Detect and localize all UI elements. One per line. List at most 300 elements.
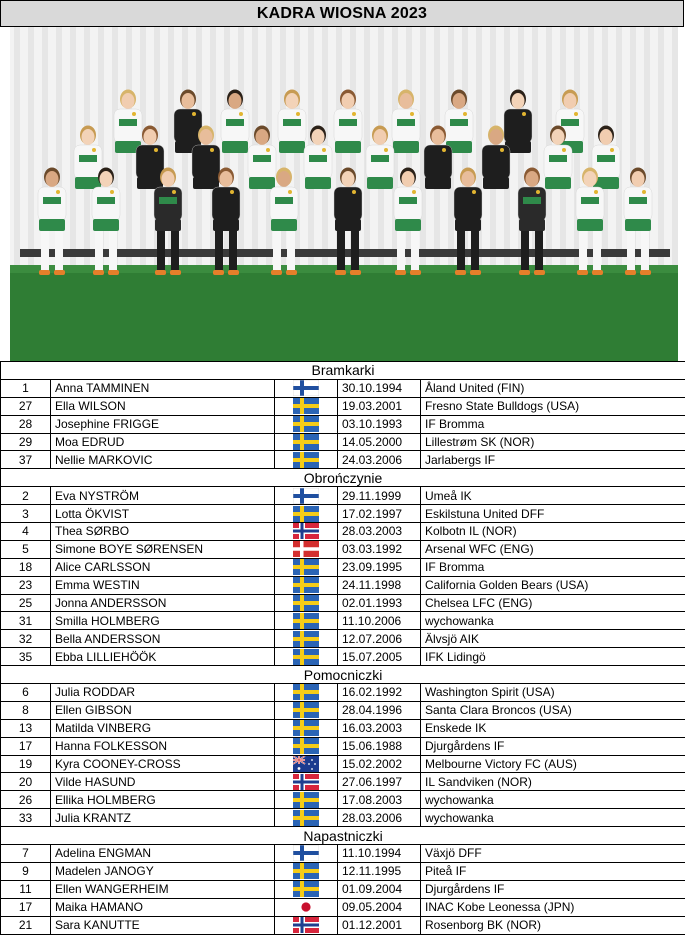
player-nationality xyxy=(275,540,338,558)
player-shorts xyxy=(625,219,651,231)
player-previous-club: Chelsea LFC (ENG) xyxy=(421,594,685,612)
player-number: 35 xyxy=(1,648,51,666)
player-nationality xyxy=(275,791,338,809)
player-row xyxy=(1,594,685,612)
turf-floor xyxy=(10,265,678,361)
crest xyxy=(562,148,566,152)
flag-sweden-icon xyxy=(293,398,319,414)
player-name: Ellen GIBSON xyxy=(51,701,275,719)
crest xyxy=(442,148,446,152)
player-name: Vilde HASUND xyxy=(51,773,275,791)
player-shorts xyxy=(395,219,421,231)
player-row xyxy=(1,523,685,541)
player-birth-date: 15.06.1988 xyxy=(338,737,421,755)
section-title: Napastniczki xyxy=(1,827,685,845)
player-name: Ella WILSON xyxy=(51,397,275,415)
shirt-sponsor-patch xyxy=(523,197,541,204)
player-row xyxy=(1,862,685,880)
player-leg xyxy=(273,231,281,271)
player-face xyxy=(82,129,95,145)
player-face xyxy=(278,171,291,187)
player-shorts xyxy=(249,177,275,189)
player-previous-club: INAC Kobe Leonessa (JPN) xyxy=(421,898,685,916)
player-row xyxy=(1,415,685,433)
player-leg xyxy=(215,231,223,271)
player-shorts xyxy=(271,219,297,231)
flag-sweden-icon xyxy=(293,559,319,575)
player-name: Ellika HOLMBERG xyxy=(51,791,275,809)
player-previous-club: Eskilstuna United DFF xyxy=(421,505,685,523)
flag-australia-icon xyxy=(293,756,319,772)
player-boot xyxy=(39,270,50,275)
flag-finland-icon xyxy=(293,488,319,504)
player-face xyxy=(584,171,597,187)
player-face xyxy=(182,93,195,109)
player-leg xyxy=(229,231,237,271)
player-shirt xyxy=(192,145,220,179)
player-birth-date: 14.05.2000 xyxy=(338,433,421,451)
flag-sweden-icon xyxy=(293,631,319,647)
player-leg xyxy=(55,231,63,271)
crest xyxy=(322,148,326,152)
player-number: 28 xyxy=(1,415,51,433)
player-birth-date: 30.10.1994 xyxy=(338,379,421,397)
crest xyxy=(210,148,214,152)
player-leg xyxy=(411,231,419,271)
player-face xyxy=(400,93,413,109)
crest xyxy=(172,190,176,194)
player-face xyxy=(200,129,213,145)
player-previous-club: IFK Lidingö xyxy=(421,648,685,666)
player-nationality xyxy=(275,737,338,755)
player-boot xyxy=(640,270,651,275)
player-name: Madelen JANOGY xyxy=(51,862,275,880)
player-boot xyxy=(170,270,181,275)
player-number: 21 xyxy=(1,916,51,934)
page-title: KADRA WIOSNA 2023 xyxy=(0,0,684,27)
section-header xyxy=(1,666,685,684)
player-face xyxy=(402,171,415,187)
crest xyxy=(522,112,526,116)
player-number: 17 xyxy=(1,898,51,916)
player-nationality xyxy=(275,397,338,415)
player-row xyxy=(1,576,685,594)
shirt-sponsor-patch xyxy=(549,155,567,162)
player-boot xyxy=(271,270,282,275)
player-previous-club: Rosenborg BK (NOR) xyxy=(421,916,685,934)
player-face xyxy=(162,171,175,187)
team-photo-image xyxy=(10,27,678,361)
player-birth-date: 19.03.2001 xyxy=(338,397,421,415)
flag-finland-icon xyxy=(293,380,319,396)
shirt-sponsor-patch xyxy=(43,197,61,204)
player-shorts xyxy=(393,141,419,153)
player-boot xyxy=(470,270,481,275)
player-nationality xyxy=(275,719,338,737)
player-shorts xyxy=(222,141,248,153)
player-leg xyxy=(471,231,479,271)
player-nationality xyxy=(275,594,338,612)
player-name: Sara KANUTTE xyxy=(51,916,275,934)
curtain-fold xyxy=(28,27,34,277)
player-shorts xyxy=(425,177,451,189)
player-row xyxy=(1,809,685,827)
player-nationality xyxy=(275,701,338,719)
shirt-sponsor-patch xyxy=(399,197,417,204)
player-name: Anna TAMMINEN xyxy=(51,379,275,397)
player-name: Simone BOYE SØRENSEN xyxy=(51,540,275,558)
crest xyxy=(574,112,578,116)
player-name: Maika HAMANO xyxy=(51,898,275,916)
flag-norway-icon xyxy=(293,917,319,933)
player-face xyxy=(432,129,445,145)
player-row xyxy=(1,701,685,719)
player-leg xyxy=(521,231,529,271)
player-previous-club: Växjö DFF xyxy=(421,845,685,863)
player-nationality xyxy=(275,773,338,791)
player-name: Kyra COONEY-CROSS xyxy=(51,755,275,773)
player-shirt xyxy=(454,187,482,221)
player-face xyxy=(286,93,299,109)
player-previous-club: California Golden Bears (USA) xyxy=(421,576,685,594)
player-previous-club: Djurgårdens IF xyxy=(421,880,685,898)
player-birth-date: 24.11.1998 xyxy=(338,576,421,594)
player-shorts xyxy=(193,177,219,189)
player-face xyxy=(220,171,233,187)
player-face xyxy=(312,129,325,145)
player-leg xyxy=(41,231,49,271)
player-birth-date: 11.10.1994 xyxy=(338,845,421,863)
player-leg xyxy=(579,231,587,271)
player-name: Hanna FOLKESSON xyxy=(51,737,275,755)
player-boot xyxy=(455,270,466,275)
player-shorts xyxy=(155,219,181,231)
player-face xyxy=(462,171,475,187)
player-previous-club: Fresno State Bulldogs (USA) xyxy=(421,397,685,415)
player-birth-date: 28.03.2003 xyxy=(338,523,421,541)
flag-sweden-icon xyxy=(293,577,319,593)
player-nationality xyxy=(275,505,338,523)
player-nationality xyxy=(275,558,338,576)
player-birth-date: 12.11.1995 xyxy=(338,862,421,880)
player-previous-club: Piteå IF xyxy=(421,862,685,880)
player-nationality xyxy=(275,880,338,898)
player-nationality xyxy=(275,648,338,666)
shirt-sponsor-patch xyxy=(339,119,357,126)
player-face xyxy=(100,171,113,187)
player-previous-club: IF Bromma xyxy=(421,558,685,576)
shirt-sponsor-patch xyxy=(450,119,468,126)
crest xyxy=(500,148,504,152)
player-row xyxy=(1,773,685,791)
player-boot xyxy=(155,270,166,275)
player-number: 31 xyxy=(1,612,51,630)
player-number: 26 xyxy=(1,791,51,809)
section-title: Bramkarki xyxy=(1,362,685,380)
player-number: 2 xyxy=(1,487,51,505)
player-previous-club: IL Sandviken (NOR) xyxy=(421,773,685,791)
player-shorts xyxy=(483,177,509,189)
flag-denmark-icon xyxy=(293,541,319,557)
player-nationality xyxy=(275,451,338,469)
player-row xyxy=(1,898,685,916)
player-leg xyxy=(397,231,405,271)
crest xyxy=(352,190,356,194)
shirt-sponsor-patch xyxy=(159,197,177,204)
player-previous-club: wychowanka xyxy=(421,791,685,809)
flag-sweden-icon xyxy=(293,863,319,879)
flag-sweden-icon xyxy=(293,452,319,468)
player-previous-club: Arsenal WFC (ENG) xyxy=(421,540,685,558)
curtain-fold xyxy=(14,27,20,277)
shirt-sponsor-patch xyxy=(397,119,415,126)
player-nationality xyxy=(275,755,338,773)
player-boot xyxy=(410,270,421,275)
player-boot xyxy=(108,270,119,275)
crest xyxy=(266,148,270,152)
player-boot xyxy=(213,270,224,275)
player-leg xyxy=(351,231,359,271)
crest xyxy=(610,148,614,152)
player-face xyxy=(374,129,387,145)
player-row xyxy=(1,433,685,451)
player-previous-club: Djurgårdens IF xyxy=(421,737,685,755)
player-boot xyxy=(395,270,406,275)
player-birth-date: 27.06.1997 xyxy=(338,773,421,791)
player-birth-date: 02.01.1993 xyxy=(338,594,421,612)
player-name: Eva NYSTRÖM xyxy=(51,487,275,505)
player-leg xyxy=(337,231,345,271)
player-name: Ebba LILLIEHÖÖK xyxy=(51,648,275,666)
crest xyxy=(296,112,300,116)
player-nationality xyxy=(275,898,338,916)
player-shirt xyxy=(136,145,164,179)
player-boot xyxy=(335,270,346,275)
player-face xyxy=(453,93,466,109)
player-row xyxy=(1,791,685,809)
player-name: Julia KRANTZ xyxy=(51,809,275,827)
player-birth-date: 16.03.2003 xyxy=(338,719,421,737)
flag-norway-icon xyxy=(293,774,319,790)
player-boot xyxy=(592,270,603,275)
player-boot xyxy=(577,270,588,275)
player-number: 6 xyxy=(1,684,51,702)
player-number: 20 xyxy=(1,773,51,791)
player-name: Alice CARLSSON xyxy=(51,558,275,576)
player-boot xyxy=(625,270,636,275)
player-birth-date: 15.07.2005 xyxy=(338,648,421,666)
shirt-sponsor-patch xyxy=(561,119,579,126)
player-leg xyxy=(171,231,179,271)
player-previous-club: Åland United (FIN) xyxy=(421,379,685,397)
player-row xyxy=(1,451,685,469)
curtain-fold xyxy=(672,27,678,277)
player-boot xyxy=(54,270,65,275)
shirt-sponsor-patch xyxy=(275,197,293,204)
shirt-sponsor-patch xyxy=(283,119,301,126)
crest xyxy=(132,112,136,116)
player-shorts xyxy=(577,219,603,231)
flag-sweden-icon xyxy=(293,595,319,611)
player-number: 11 xyxy=(1,880,51,898)
player-shirt xyxy=(504,109,532,143)
player-leg xyxy=(457,231,465,271)
player-shorts xyxy=(545,177,571,189)
player-nationality xyxy=(275,684,338,702)
shirt-sponsor-patch xyxy=(79,155,97,162)
player-name: Jonna ANDERSSON xyxy=(51,594,275,612)
crest xyxy=(192,112,196,116)
player-face xyxy=(342,171,355,187)
player-face xyxy=(229,93,242,109)
player-row xyxy=(1,612,685,630)
flag-sweden-icon xyxy=(293,720,319,736)
player-previous-club: Enskede IK xyxy=(421,719,685,737)
player-name: Smilla HOLMBERG xyxy=(51,612,275,630)
player-row xyxy=(1,719,685,737)
crest xyxy=(472,190,476,194)
shirt-sponsor-patch xyxy=(226,119,244,126)
player-previous-club: Lillestrøm SK (NOR) xyxy=(421,433,685,451)
player-nationality xyxy=(275,809,338,827)
player-shorts xyxy=(335,219,361,231)
player-birth-date: 28.03.2006 xyxy=(338,809,421,827)
player-shorts xyxy=(455,219,481,231)
player-face xyxy=(256,129,269,145)
player-shorts xyxy=(519,219,545,231)
player-nationality xyxy=(275,487,338,505)
player-birth-date: 24.03.2006 xyxy=(338,451,421,469)
flag-sweden-icon xyxy=(293,810,319,826)
crest xyxy=(410,112,414,116)
player-previous-club: Washington Spirit (USA) xyxy=(421,684,685,702)
player-nationality xyxy=(275,845,338,863)
player-name: Moa EDRUD xyxy=(51,433,275,451)
flag-sweden-icon xyxy=(293,506,319,522)
player-number: 18 xyxy=(1,558,51,576)
crest xyxy=(230,190,234,194)
player-row xyxy=(1,755,685,773)
player-boot xyxy=(93,270,104,275)
player-leg xyxy=(535,231,543,271)
player-shorts xyxy=(93,219,119,231)
flag-sweden-icon xyxy=(293,702,319,718)
player-name: Josephine FRIGGE xyxy=(51,415,275,433)
crest xyxy=(594,190,598,194)
player-name: Ellen WANGERHEIM xyxy=(51,880,275,898)
player-birth-date: 01.12.2001 xyxy=(338,916,421,934)
player-number: 32 xyxy=(1,630,51,648)
shirt-sponsor-patch xyxy=(629,197,647,204)
crest xyxy=(288,190,292,194)
crest xyxy=(92,148,96,152)
shirt-sponsor-patch xyxy=(597,155,615,162)
player-birth-date: 09.05.2004 xyxy=(338,898,421,916)
roster-table xyxy=(0,361,685,935)
player-number: 19 xyxy=(1,755,51,773)
crest xyxy=(536,190,540,194)
player-name: Bella ANDERSSON xyxy=(51,630,275,648)
player-leg xyxy=(627,231,635,271)
shirt-sponsor-patch xyxy=(581,197,599,204)
player-face xyxy=(526,171,539,187)
player-face xyxy=(552,129,565,145)
player-number: 1 xyxy=(1,379,51,397)
shirt-sponsor-patch xyxy=(253,155,271,162)
player-number: 29 xyxy=(1,433,51,451)
player-face xyxy=(512,93,525,109)
player-row xyxy=(1,540,685,558)
player-nationality xyxy=(275,862,338,880)
player-number: 13 xyxy=(1,719,51,737)
crest xyxy=(56,190,60,194)
player-name: Matilda VINBERG xyxy=(51,719,275,737)
player-birth-date: 16.02.1992 xyxy=(338,684,421,702)
player-number: 7 xyxy=(1,845,51,863)
player-leg xyxy=(95,231,103,271)
player-birth-date: 12.07.2006 xyxy=(338,630,421,648)
player-previous-club: Jarlabergs IF xyxy=(421,451,685,469)
player-shirt xyxy=(424,145,452,179)
player-face xyxy=(46,171,59,187)
player-number: 27 xyxy=(1,397,51,415)
player-leg xyxy=(109,231,117,271)
section-header xyxy=(1,362,685,380)
player-previous-club: Melbourne Victory FC (AUS) xyxy=(421,755,685,773)
player-leg xyxy=(287,231,295,271)
player-birth-date: 28.04.1996 xyxy=(338,701,421,719)
section-header xyxy=(1,469,685,487)
player-name: Thea SØRBO xyxy=(51,523,275,541)
player-nationality xyxy=(275,612,338,630)
player-previous-club: wychowanka xyxy=(421,809,685,827)
player-shirt xyxy=(482,145,510,179)
player-name: Lotta ÖKVIST xyxy=(51,505,275,523)
player-birth-date: 29.11.1999 xyxy=(338,487,421,505)
player-birth-date: 03.10.1993 xyxy=(338,415,421,433)
crest xyxy=(352,112,356,116)
player-leg xyxy=(641,231,649,271)
crest xyxy=(154,148,158,152)
flag-norway-icon xyxy=(293,523,319,539)
player-face xyxy=(144,129,157,145)
player-row xyxy=(1,487,685,505)
player-leg xyxy=(593,231,601,271)
player-row xyxy=(1,916,685,934)
player-face xyxy=(342,93,355,109)
player-nationality xyxy=(275,379,338,397)
player-previous-club: wychowanka xyxy=(421,612,685,630)
player-previous-club: Umeå IK xyxy=(421,487,685,505)
player-row xyxy=(1,845,685,863)
player-birth-date: 17.08.2003 xyxy=(338,791,421,809)
player-number: 5 xyxy=(1,540,51,558)
player-name: Julia RODDAR xyxy=(51,684,275,702)
player-leg xyxy=(157,231,165,271)
player-face xyxy=(564,93,577,109)
flag-sweden-icon xyxy=(293,416,319,432)
player-boot xyxy=(286,270,297,275)
player-face xyxy=(490,129,503,145)
flag-finland-icon xyxy=(293,845,319,861)
flag-sweden-icon xyxy=(293,613,319,629)
crest xyxy=(384,148,388,152)
player-number: 3 xyxy=(1,505,51,523)
player-nationality xyxy=(275,576,338,594)
player-birth-date: 17.02.1997 xyxy=(338,505,421,523)
player-number: 17 xyxy=(1,737,51,755)
player-previous-club: Santa Clara Broncos (USA) xyxy=(421,701,685,719)
